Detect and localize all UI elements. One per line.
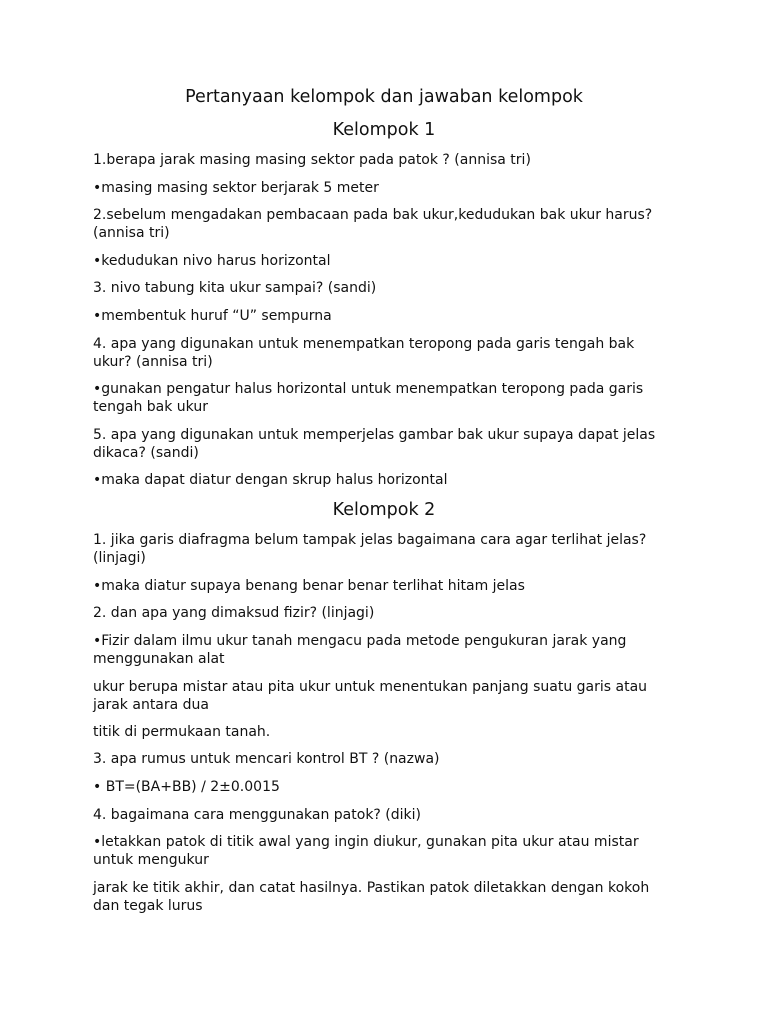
- answer-paragraph: •letakkan patok di titik awal yang ingin diukur, gunakan pita ukur atau mistar untuk mengukur: [93, 834, 639, 868]
- answer-paragraph: titik di permukaan tanah.: [93, 724, 271, 740]
- answer-paragraph: • BT=(BA+BB) / 2±0.0015: [93, 779, 280, 795]
- answer-paragraph: •maka dapat diatur dengan skrup halus horizontal: [93, 472, 448, 488]
- question-paragraph: 1. jika garis diafragma belum tampak jelas bagaimana cara agar terlihat jelas? (linjagi): [93, 532, 647, 566]
- question-paragraph: 4. apa yang digunakan untuk menempatkan teropong pada garis tengah bak ukur? (annisa tri): [93, 336, 635, 370]
- answer-paragraph: •kedudukan nivo harus horizontal: [93, 253, 331, 269]
- question-paragraph: 2.sebelum mengadakan pembacaan pada bak ukur,kedudukan bak ukur harus? (annisa tri): [93, 207, 653, 241]
- question-paragraph: 1.berapa jarak masing masing sektor pada patok ? (annisa tri): [93, 152, 531, 168]
- question-paragraph: 2. dan apa yang dimaksud fizir? (linjagi): [93, 605, 375, 621]
- question-paragraph: 3. apa rumus untuk mencari kontrol BT ? (nazwa): [93, 751, 440, 767]
- answer-paragraph: •membentuk huruf “U” sempurna: [93, 308, 332, 324]
- answer-paragraph: •Fizir dalam ilmu ukur tanah mengacu pada metode pengukuran jarak yang menggunakan alat: [93, 633, 627, 667]
- question-paragraph: 4. bagaimana cara menggunakan patok? (diki): [93, 807, 422, 823]
- answer-paragraph: ukur berupa mistar atau pita ukur untuk menentukan panjang suatu garis atau jarak antara dua: [93, 679, 648, 713]
- answer-paragraph: •maka diatur supaya benang benar benar terlihat hitam jelas: [93, 578, 525, 594]
- answer-paragraph: •gunakan pengatur halus horizontal untuk menempatkan teropong pada garis tengah bak ukur: [93, 381, 644, 415]
- question-paragraph: 3. nivo tabung kita ukur sampai? (sandi): [93, 280, 377, 296]
- question-paragraph: 5. apa yang digunakan untuk memperjelas gambar bak ukur supaya dapat jelas dikaca? (sandi): [93, 427, 656, 461]
- section-heading-kelompok-2: Kelompok 2: [332, 500, 436, 520]
- answer-paragraph: •masing masing sektor berjarak 5 meter: [93, 180, 379, 196]
- page-title: Pertanyaan kelompok dan jawaban kelompok: [185, 87, 583, 107]
- section-heading-kelompok-1: Kelompok 1: [332, 120, 436, 140]
- answer-paragraph: jarak ke titik akhir, dan catat hasilnya. Pastikan patok diletakkan dengan kokoh dan tegak lurus: [93, 880, 650, 914]
